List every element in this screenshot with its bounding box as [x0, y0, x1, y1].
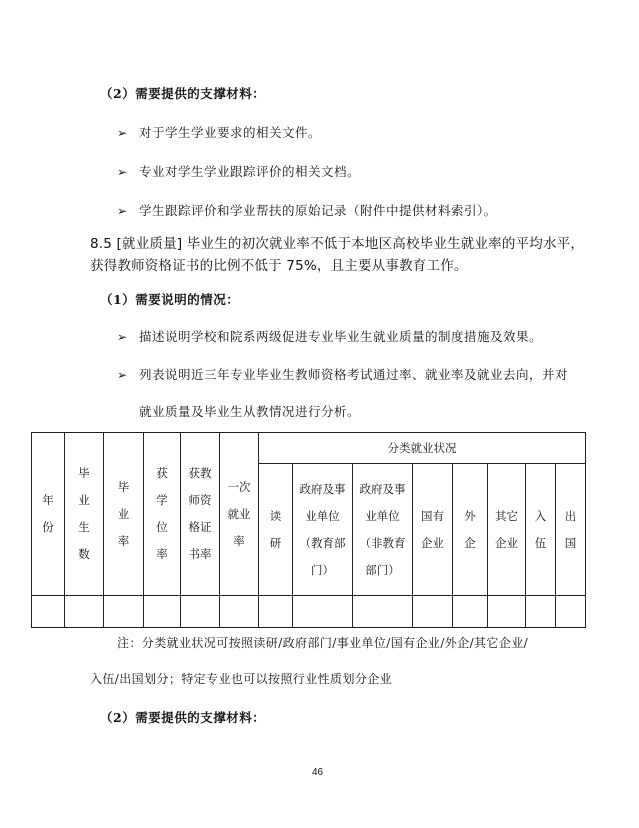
- col-header-first-employment-rate: 一次就业率: [220, 433, 259, 596]
- table-cell: [556, 596, 586, 628]
- arrow-bullet-icon: ➢: [117, 330, 128, 344]
- supporting-materials-heading: （2）需要提供的支撑材料：: [100, 86, 266, 101]
- col-header-graduates: 毕业生数: [65, 433, 104, 596]
- table-cell: [259, 596, 293, 628]
- table-note-line2: 入伍/出国划分；特定专业也可以按照行业性质划分企业: [90, 672, 393, 686]
- arrow-bullet-icon: ➢: [117, 204, 128, 218]
- table-cell: [144, 596, 181, 628]
- section-title: 8.5 [就业质量] 毕业生的初次就业率不低于本地区高校毕业生就业率的平均水平， 获得教师资格证书的比例不低于 75%，且主要从事教育工作。: [90, 236, 585, 274]
- col-header-degree-rate: 获学位率: [144, 433, 181, 596]
- table-cell: [32, 596, 65, 628]
- col-header-graduation-rate: 毕业率: [104, 433, 144, 596]
- col-header-gov-non-edu: 政府及事业单位（非教育部门）: [353, 464, 413, 596]
- list-item: ➢ 学生跟踪评价和学业帮扶的原始记录（附件中提供材料索引）。: [117, 203, 497, 218]
- list-item: ➢ 对于学生学业要求的相关文件。: [117, 125, 322, 140]
- col-header-abroad: 出国: [556, 464, 586, 596]
- col-header-foreign: 外企: [453, 464, 488, 596]
- col-header-enlist: 入伍: [526, 464, 556, 596]
- group-header-employment-categories: 分类就业状况: [259, 433, 586, 464]
- col-header-gov-edu: 政府及事业单位（教育部门）: [293, 464, 353, 596]
- situation-heading: （1）需要说明的情况：: [100, 292, 240, 307]
- col-header-year: 年份: [32, 433, 65, 596]
- table-cell: [65, 596, 104, 628]
- col-header-other-enterprise: 其它企业: [488, 464, 526, 596]
- table-row: [32, 596, 586, 628]
- arrow-bullet-icon: ➢: [117, 368, 128, 382]
- arrow-bullet-icon: ➢: [117, 126, 128, 140]
- col-header-graduate-study: 读研: [259, 464, 293, 596]
- table-cell: [293, 596, 353, 628]
- table-cell: [453, 596, 488, 628]
- list-item: ➢ 列表说明近三年专业毕业生教师资格考试通过率、就业率及就业去向，并对: [117, 367, 569, 382]
- table-cell: [220, 596, 259, 628]
- table-cell: [353, 596, 413, 628]
- list-item: ➢ 专业对学生学业跟踪评价的相关文档。: [117, 164, 361, 179]
- employment-table: [31, 432, 586, 628]
- table-cell: [488, 596, 526, 628]
- col-header-teacher-cert-rate: 获教师资格证书率: [181, 433, 220, 596]
- table-note-line1: 注：分类就业状况可按照读研/政府部门/事业单位/国有企业/外企/其它企业/: [117, 636, 529, 650]
- col-header-state-owned: 国有企业: [413, 464, 453, 596]
- arrow-bullet-icon: ➢: [117, 165, 128, 179]
- table-cell: [104, 596, 144, 628]
- page-number: 46: [312, 767, 324, 778]
- table-cell: [181, 596, 220, 628]
- table-cell: [526, 596, 556, 628]
- table-cell: [413, 596, 453, 628]
- supporting-materials-heading-2: （2）需要提供的支撑材料：: [100, 710, 266, 725]
- list-item: ➢ 描述说明学校和院系两级促进专业毕业生就业质量的制度措施及效果。: [117, 329, 543, 344]
- list-item-continuation: 就业质量及毕业生从教情况进行分析。: [139, 404, 361, 419]
